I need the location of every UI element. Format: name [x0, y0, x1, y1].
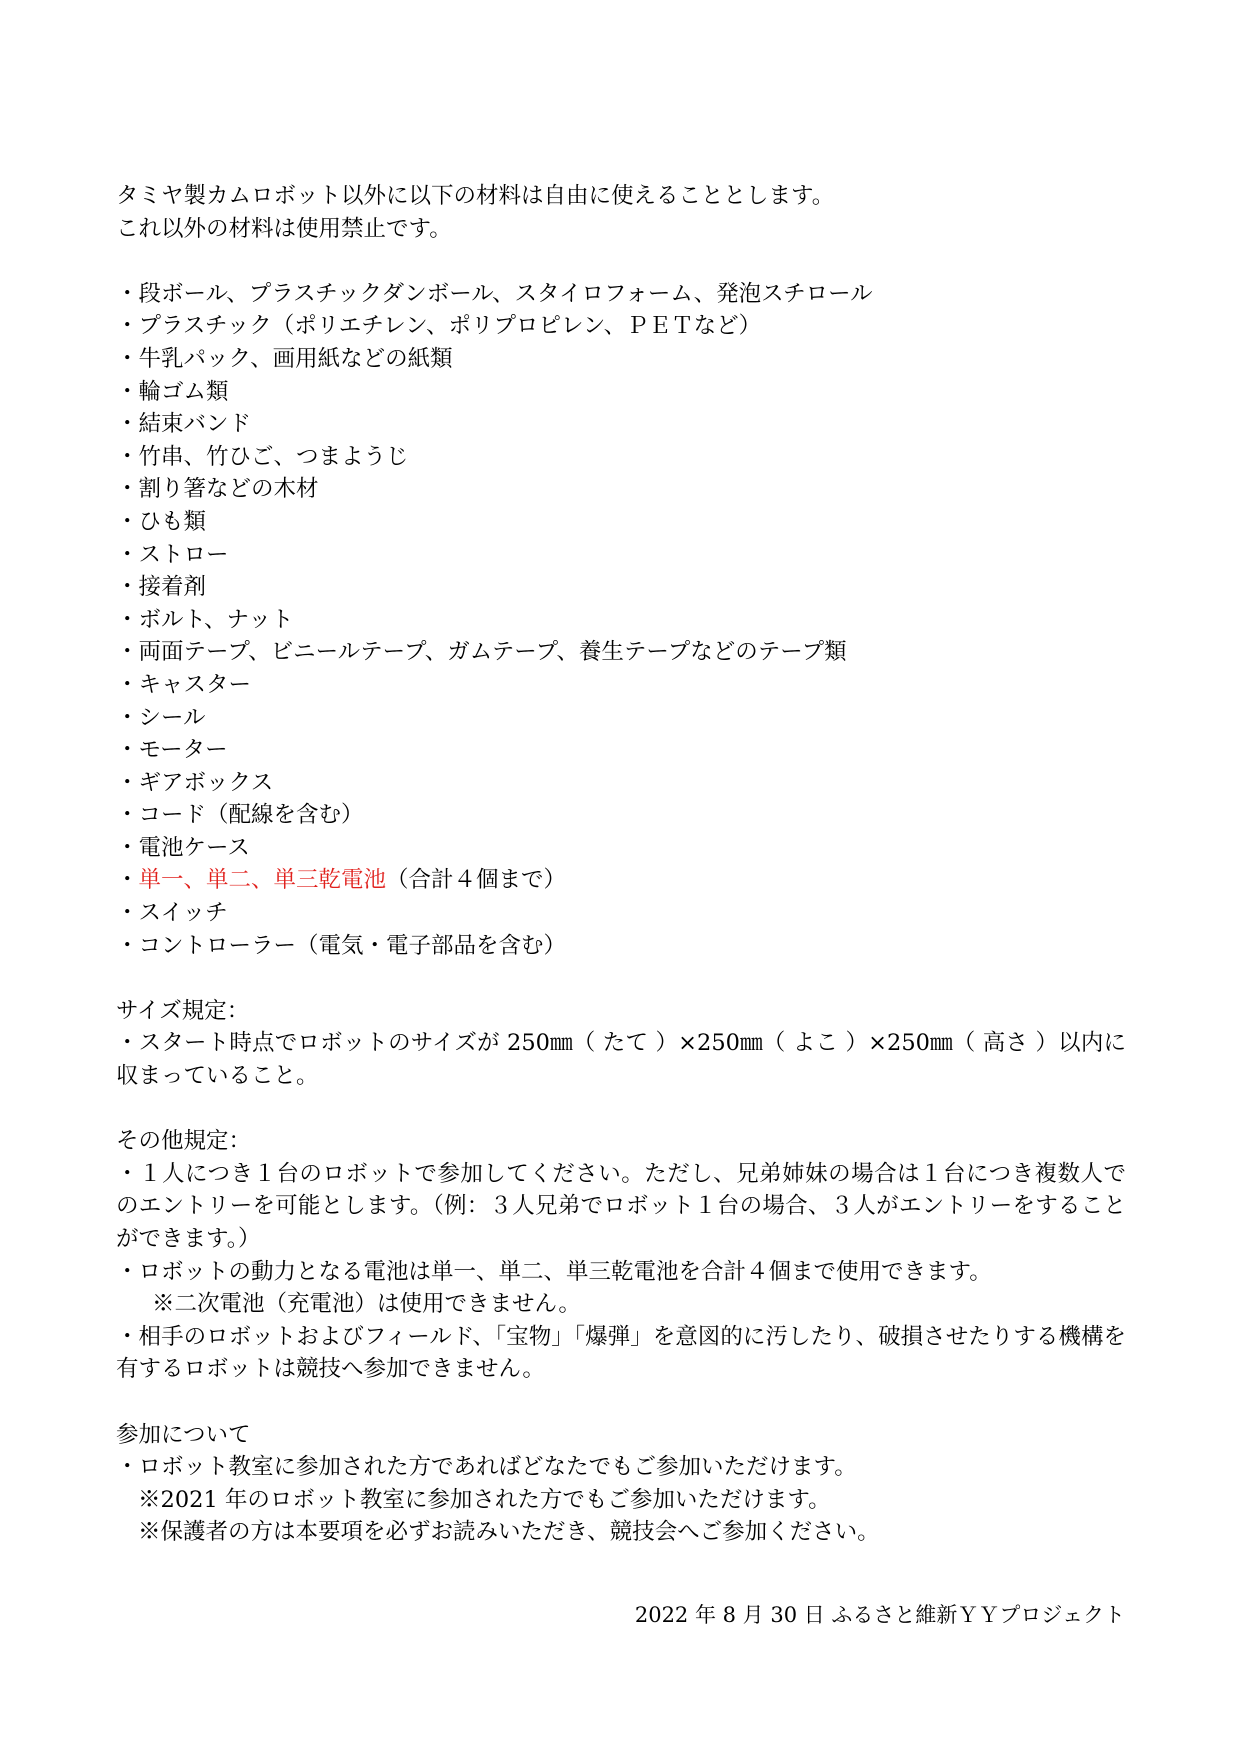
- material-item: ・コード（配線を含む）: [116, 802, 364, 829]
- size-rules-text: ・スタート時点でロボットのサイズが 250㎜（ たて ）×250㎜（ よこ ）×250㎜（ 高さ ）以内に収まっていること。: [116, 1030, 1126, 1090]
- battery-highlight: 単一、単二、単三乾電池: [138, 867, 387, 894]
- other-rules-heading: その他規定：: [116, 1128, 252, 1155]
- material-item: ・ストロー: [116, 541, 229, 568]
- material-item: ・キャスター: [116, 671, 252, 698]
- material-item-battery: [116, 864, 1126, 897]
- other-rule-1: ・１人につき１台のロボットで参加してください。ただし、兄弟姉妹の場合は１台につき複数人でのエントリーを可能とします。（例：３人兄弟でロボット１台の場合、３人がエントリーをすることができます。）: [116, 1160, 1126, 1252]
- battery-bullet: ・: [116, 867, 139, 894]
- other-rule-2-note: ※二次電池（充電池）は使用できません。: [152, 1291, 581, 1318]
- other-rule-3: ・相手のロボットおよびフィールド、「宝物」「爆弾」を意図的に汚したり、破損させたりする機構を有するロボットは競技へ参加できません。: [116, 1323, 1126, 1383]
- spacer: [116, 245, 1126, 278]
- material-item: ・プラスチック（ポリエチレン、ポリプロピレン、ＰＥＴなど）: [116, 313, 762, 340]
- material-item: ・両面テープ、ビニールテープ、ガムテープ、養生テープなどのテープ類: [116, 639, 847, 666]
- footer-date-organization: 2022 年 8 月 30 日 ふるさと維新ＹＹプロジェクト: [634, 1603, 1125, 1627]
- material-item: ・ギアボックス: [116, 769, 274, 796]
- intro-line-2: これ以外の材料は使用禁止です。: [116, 215, 452, 242]
- material-item: ・ひも類: [116, 508, 207, 535]
- material-item: ・牛乳パック、画用紙などの紙類: [116, 345, 453, 372]
- size-rules-heading: サイズ規定：: [116, 997, 250, 1024]
- participation-note-2: ※保護者の方は本要項を必ずお読みいただき、競技会へご参加ください。: [138, 1519, 880, 1546]
- intro-line-1: タミヤ製カムロボット以外に以下の材料は自由に使えることとします。: [116, 183, 835, 209]
- material-item: ・接着剤: [116, 574, 207, 601]
- participation-heading: 参加について: [116, 1421, 251, 1448]
- material-item: ・スイッチ: [116, 900, 228, 927]
- material-item: ・竹串、竹ひご、つまようじ: [116, 443, 409, 470]
- material-item: ・段ボール、プラスチックダンボール、スタイロフォーム、発泡スチロール: [116, 280, 873, 307]
- battery-limit: （合計４個まで）: [386, 867, 567, 894]
- spacer: [116, 1093, 1126, 1126]
- spacer: [116, 962, 1126, 995]
- spacer: [116, 1386, 1126, 1419]
- material-item: ・シール: [116, 704, 206, 731]
- material-item: ・コントローラー（電気・電子部品を含む）: [116, 932, 567, 959]
- material-item: ・輪ゴム類: [116, 378, 229, 405]
- participation-note-1: ※2021 年のロボット教室に参加された方でもご参加いただけます。: [138, 1486, 831, 1513]
- document-body: [116, 180, 1126, 1549]
- other-rule-2: ・ロボットの動力となる電池は単一、単二、単三乾電池を合計４個まで使用できます。: [116, 1258, 992, 1285]
- material-item: ・モーター: [116, 737, 228, 764]
- material-item: ・電池ケース: [116, 834, 250, 861]
- participation-line-1: ・ロボット教室に参加された方であればどなたでもご参加いただけます。: [116, 1454, 857, 1481]
- materials-list: [116, 278, 1126, 962]
- material-item: ・ボルト、ナット: [116, 606, 294, 633]
- material-item: ・割り箸などの木材: [116, 476, 319, 503]
- material-item: ・結束バンド: [116, 411, 252, 438]
